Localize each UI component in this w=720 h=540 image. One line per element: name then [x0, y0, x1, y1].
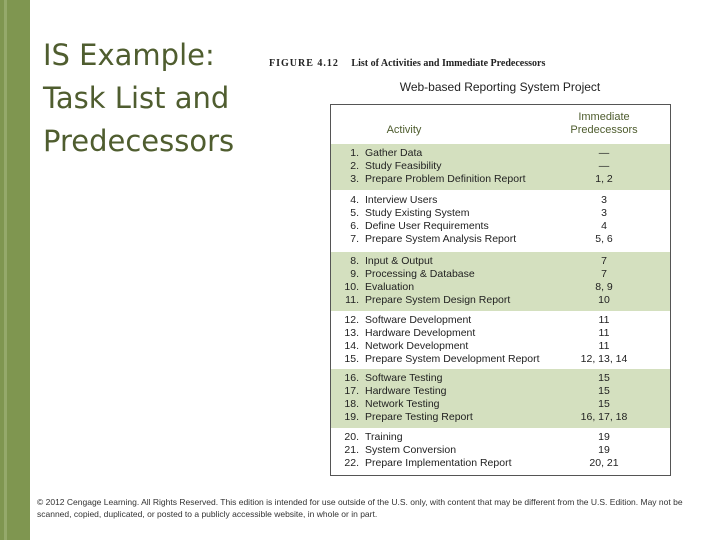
table-header: [331, 105, 670, 144]
table-row: [331, 255, 670, 268]
table-row: [331, 207, 670, 220]
figure-number: FIGURE 4.12: [269, 58, 339, 69]
table-row: [331, 385, 670, 398]
activity-predecessors: 10: [598, 294, 610, 306]
predecessors-column-header: [561, 111, 647, 137]
activity-predecessors: 11: [598, 327, 610, 339]
activity-name: Hardware Testing: [365, 385, 447, 397]
activity-name: Define User Requirements: [365, 220, 489, 232]
activity-group: [331, 311, 670, 370]
table-row: [331, 194, 670, 207]
activity-column-header: Activity: [386, 124, 422, 136]
activity-name: Prepare System Design Report: [365, 294, 511, 306]
activity-table: [330, 104, 671, 476]
activity-name: Prepare Problem Definition Report: [365, 173, 526, 185]
predecessors-header-line-2: Predecessors: [570, 124, 638, 136]
table-row: [331, 281, 670, 294]
activity-number: 22.: [344, 457, 359, 469]
copyright-notice: © 2012 Cengage Learning. All Rights Reserved. This edition is intended for use outside of the U.S. only, with content that may be different from the U.S. Edition. May not be scanned, copied, duplicated, or posted to a publicly accessible website, in whole or in part.: [37, 497, 683, 519]
activity-name: System Conversion: [365, 444, 457, 456]
activity-name: Evaluation: [365, 281, 415, 293]
activity-number: 19.: [344, 411, 359, 423]
activity-name: Network Development: [365, 340, 469, 352]
activity-number: 8.: [350, 255, 359, 267]
activity-name: Software Development: [365, 314, 472, 326]
activity-group: [331, 144, 670, 190]
activity-predecessors: 19: [598, 444, 610, 456]
figure-caption-text: List of Activities and Immediate Predecessors: [351, 58, 546, 69]
activity-number: 6.: [350, 220, 359, 232]
activity-predecessors: 3: [601, 194, 607, 206]
activity-predecessors: 7: [601, 255, 607, 267]
activity-name: Study Feasibility: [365, 160, 442, 172]
activity-name: Software Testing: [365, 372, 443, 384]
figure-caption: [269, 58, 545, 69]
activity-predecessors: 11: [598, 314, 610, 326]
activity-number: 17.: [344, 385, 359, 397]
table-row: [331, 398, 670, 411]
activity-number: 5.: [350, 207, 359, 219]
table-row: [331, 160, 670, 173]
activity-predecessors: 7: [601, 268, 607, 280]
activity-predecessors: 5, 6: [595, 233, 613, 245]
activity-name: Network Testing: [365, 398, 440, 410]
activity-number: 14.: [344, 340, 359, 352]
activity-number: 21.: [344, 444, 359, 456]
activity-number: 2.: [350, 160, 359, 172]
activity-name: Training: [365, 431, 403, 443]
activity-number: 16.: [344, 372, 359, 384]
slide-title-line-2: Task List and: [43, 81, 230, 115]
slide-title-line-3: Predecessors: [43, 124, 235, 158]
predecessors-header-line-1: Immediate: [578, 111, 630, 123]
activity-predecessors: 16, 17, 18: [580, 411, 628, 423]
table-row: [331, 340, 670, 353]
activity-predecessors: 15: [598, 398, 610, 410]
activity-number: 9.: [350, 268, 359, 280]
table-row: [331, 220, 670, 233]
activity-group: [331, 369, 670, 428]
activity-predecessors: 1, 2: [595, 173, 613, 185]
table-title: Web-based Reporting System Project: [399, 80, 601, 94]
activity-predecessors: —: [598, 160, 610, 172]
activity-predecessors: 15: [598, 385, 610, 397]
activity-number: 20.: [344, 431, 359, 443]
table-row: [331, 327, 670, 340]
activity-group: [331, 428, 670, 474]
table-row: [331, 233, 670, 246]
table-row: [331, 372, 670, 385]
left-accent-bar: [0, 0, 30, 540]
activity-number: 12.: [344, 314, 359, 326]
activity-name: Hardware Development: [365, 327, 476, 339]
table-row: [331, 444, 670, 457]
activity-number: 1.: [350, 147, 359, 159]
activity-name: Processing & Database: [365, 268, 475, 280]
activity-number: 10.: [344, 281, 359, 293]
activity-predecessors: 15: [598, 372, 610, 384]
activity-number: 11.: [345, 294, 359, 306]
activity-number: 13.: [344, 327, 359, 339]
activity-name: Study Existing System: [365, 207, 470, 219]
slide-title: [43, 34, 263, 163]
table-row: [331, 457, 670, 470]
slide-title-line-1: IS Example:: [43, 38, 215, 72]
table-row: [331, 314, 670, 327]
activity-group: [331, 252, 670, 311]
activity-name: Gather Data: [365, 147, 423, 159]
activity-number: 15.: [344, 353, 359, 365]
left-accent-stripe: [4, 0, 7, 540]
table-row: [331, 173, 670, 186]
activity-name: Prepare System Analysis Report: [365, 233, 517, 245]
activity-number: 7.: [350, 233, 359, 245]
activity-predecessors: —: [598, 147, 610, 159]
activity-group: [331, 191, 670, 250]
activity-predecessors: 19: [598, 431, 610, 443]
activity-predecessors: 8, 9: [595, 281, 613, 293]
activity-predecessors: 20, 21: [589, 457, 619, 469]
table-row: [331, 431, 670, 444]
activity-number: 4.: [350, 194, 359, 206]
activity-name: Prepare Implementation Report: [365, 457, 512, 469]
activity-name: Prepare System Development Report: [365, 353, 540, 365]
activity-predecessors: 3: [601, 207, 607, 219]
activity-name: Interview Users: [365, 194, 438, 206]
activity-number: 18.: [344, 398, 359, 410]
activity-name: Input & Output: [365, 255, 433, 267]
table-row: [331, 411, 670, 424]
activity-number: 3.: [350, 173, 359, 185]
activity-predecessors: 11: [598, 340, 610, 352]
table-row: [331, 147, 670, 160]
table-row: [331, 294, 670, 307]
table-row: [331, 268, 670, 281]
activity-predecessors: 4: [601, 220, 607, 232]
activity-predecessors: 12, 13, 14: [580, 353, 628, 365]
table-row: [331, 353, 670, 366]
activity-name: Prepare Testing Report: [365, 411, 473, 423]
